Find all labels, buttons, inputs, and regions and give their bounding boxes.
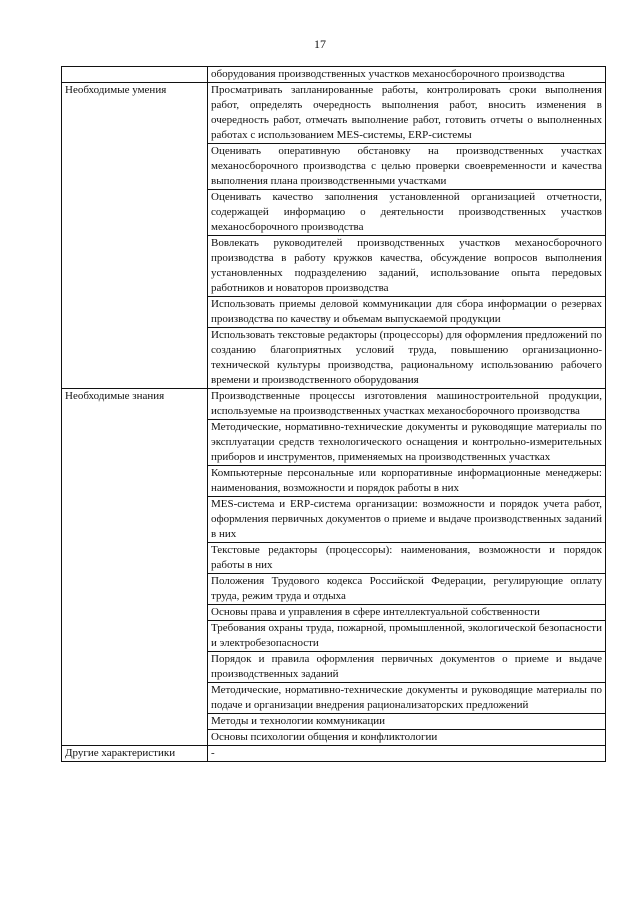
- table-row: [62, 67, 606, 83]
- page-number: 17: [314, 37, 326, 51]
- skill-item: Оценивать качество заполнения установленной организацией отчетности, содержащей информацию о деятельности производственных участков механосборочного производства: [208, 190, 606, 236]
- table-row: [62, 389, 606, 420]
- row-label: [62, 67, 208, 83]
- knowledge-item: Требования охраны труда, пожарной, промышленной, экологической безопасности и электробезопасности: [208, 621, 606, 652]
- skill-item: Просматривать запланированные работы, контролировать сроки выполнения работ, определять очередность выполнения работ, вносить изменения в очередность работ, отмечать выполнение работ, готовить отчеты о выполненных работах с использованием MES-системы, ERP-системы: [208, 83, 606, 144]
- skill-item: Использовать приемы деловой коммуникации для сбора информации о резервах производства по качеству и объемам выпускаемой продукции: [208, 297, 606, 328]
- knowledge-item: Положения Трудового кодекса Российской Федерации, регулирующие оплату труда, режим труда и отдыха: [208, 574, 606, 605]
- other-item: -: [208, 746, 606, 762]
- knowledge-item: Методические, нормативно-технические документы и руководящие материалы по эксплуатации средств технологического оснащения и контрольно-измерительных приборов и инструментов, применяемых на производственных участках: [208, 420, 606, 466]
- row-label-knowledge: Необходимые знания: [62, 389, 208, 746]
- skill-item: Оценивать оперативную обстановку на производственных участках механосборочного производства с целью проверки своевременности и качества выполнения плана производственными участками: [208, 144, 606, 190]
- knowledge-item: Порядок и правила оформления первичных документов о приеме и выдаче производственных заданий: [208, 652, 606, 683]
- row-text: оборудования производственных участков механосборочного производства: [208, 67, 606, 83]
- knowledge-item: Основы права и управления в сфере интеллектуальной собственности: [208, 605, 606, 621]
- row-label-skills: Необходимые умения: [62, 83, 208, 389]
- skill-item: Использовать текстовые редакторы (процессоры) для оформления предложений по созданию благоприятных условий труда, повышению организационно-технической культуры производства, рациональному использованию рабочего времени и производственного оборудования: [208, 328, 606, 389]
- qualification-table: [61, 66, 606, 762]
- row-label-other: Другие характеристики: [62, 746, 208, 762]
- knowledge-item: Текстовые редакторы (процессоры): наименования, возможности и порядок работы в них: [208, 543, 606, 574]
- knowledge-item: Методы и технологии коммуникации: [208, 714, 606, 730]
- table-row: [62, 746, 606, 762]
- table-row: [62, 83, 606, 144]
- knowledge-item: Производственные процессы изготовления машиностроительной продукции, используемые на производственных участках механосборочного производства: [208, 389, 606, 420]
- knowledge-item: Основы психологии общения и конфликтологии: [208, 730, 606, 746]
- knowledge-item: Методические, нормативно-технические документы и руководящие материалы по подаче и организации внедрения рационализаторских предложений: [208, 683, 606, 714]
- knowledge-item: MES-система и ERP-система организации: возможности и порядок учета работ, оформления первичных документов о приеме и выдаче производственных заданий в них: [208, 497, 606, 543]
- knowledge-item: Компьютерные персональные или корпоративные информационные менеджеры: наименования, возможности и порядок работы в них: [208, 466, 606, 497]
- skill-item: Вовлекать руководителей производственных участков механосборочного производства в работу кружков качества, обсуждение вопросов выполнения установленных подразделению заданий, использование опыта передовых работников и новаторов производства: [208, 236, 606, 297]
